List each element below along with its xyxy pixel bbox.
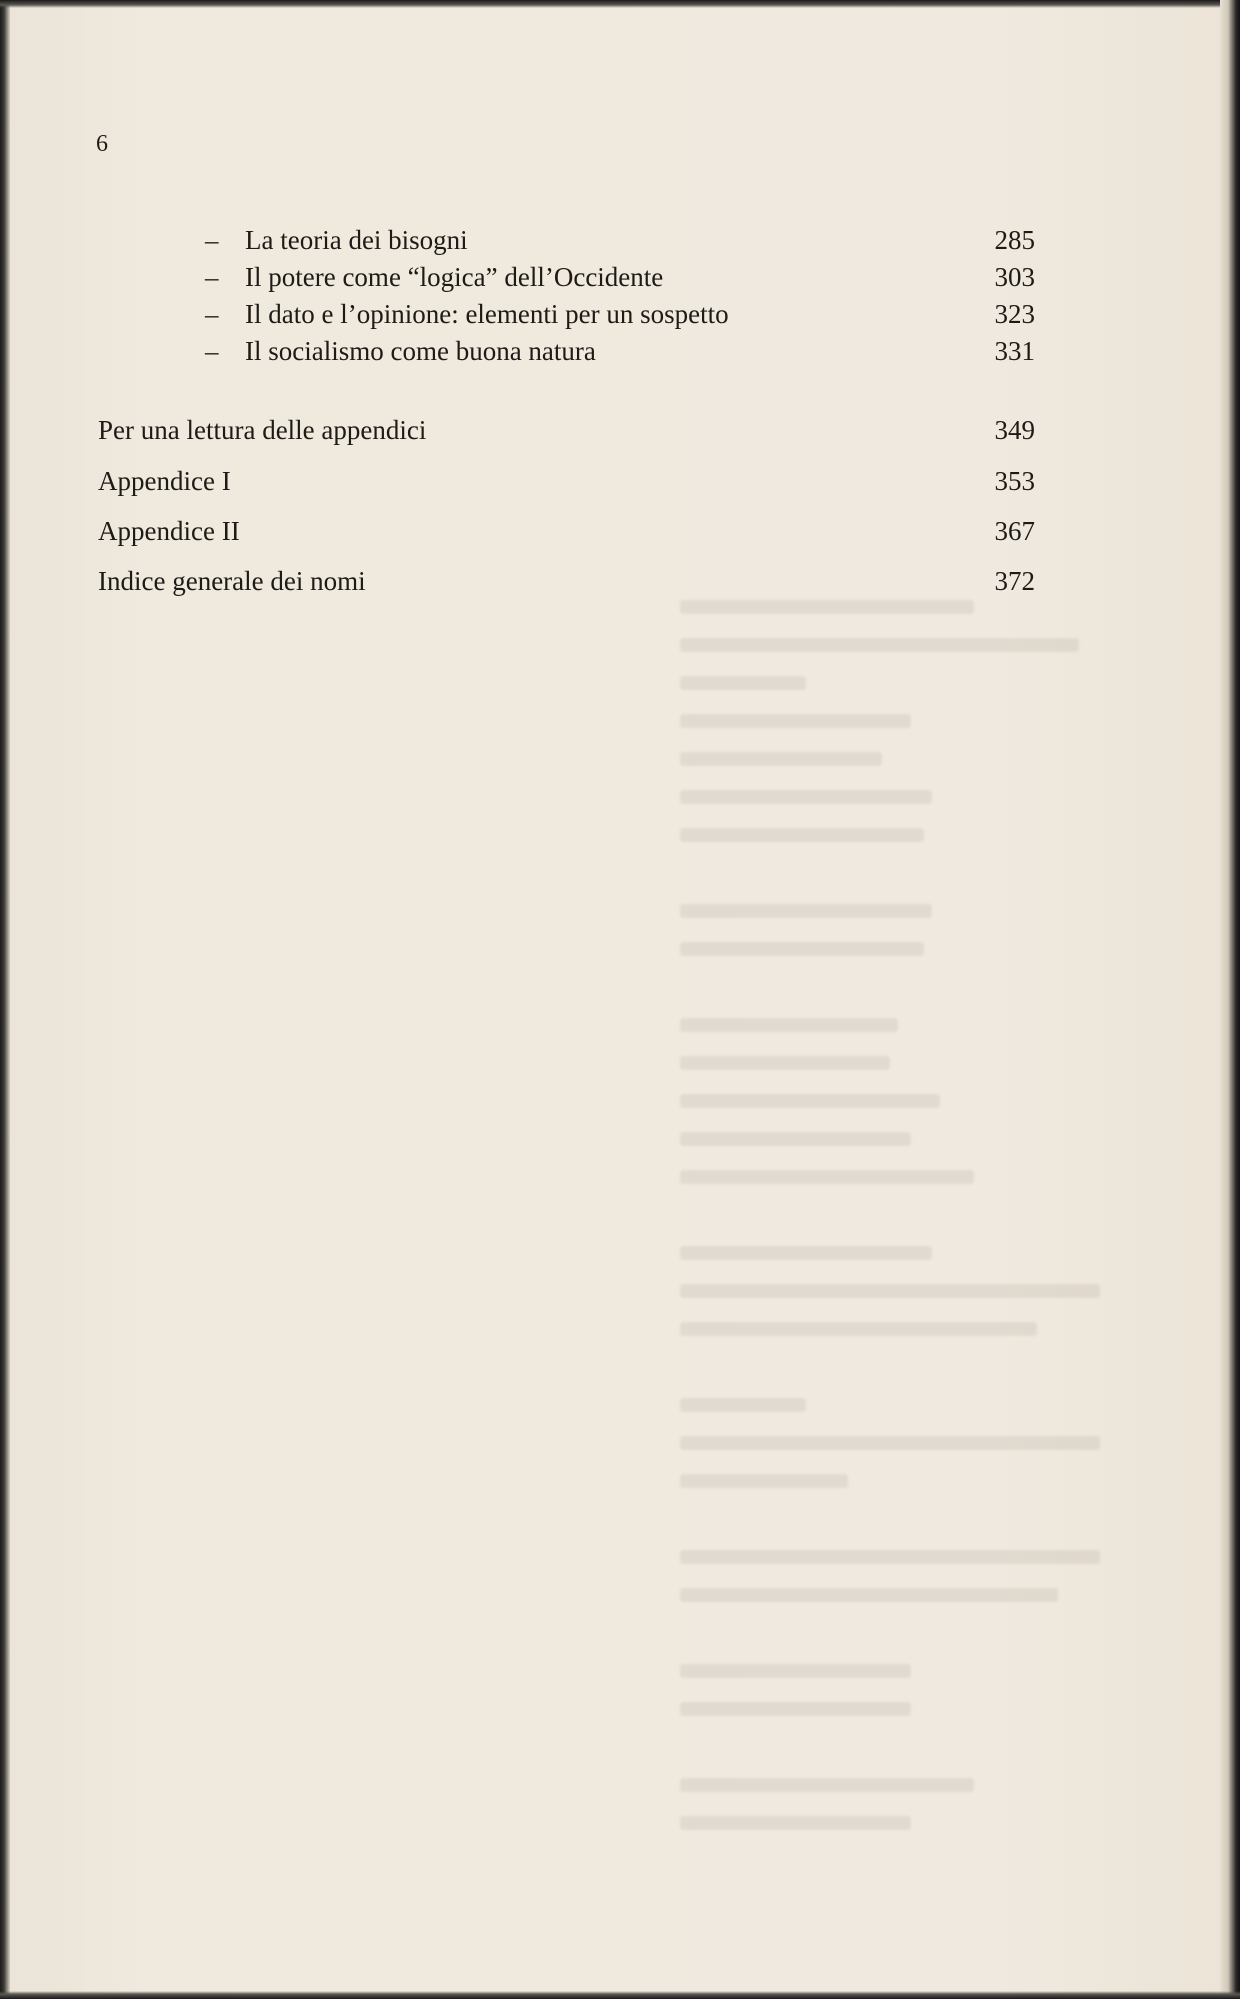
toc-sub-item (205, 260, 1035, 294)
toc-title: Il dato e l’opinione: elementi per un sospetto (245, 299, 729, 329)
scan-edge-bottom (0, 1991, 1240, 1999)
scan-edge-left (0, 0, 10, 1999)
toc-item (98, 564, 1035, 598)
page-number: 6 (96, 131, 108, 157)
toc-dash: – (205, 299, 219, 329)
scan-edge-right (1220, 0, 1240, 1999)
toc-page-number: 303 (994, 262, 1035, 292)
toc-title: Il socialismo come buona natura (245, 336, 596, 366)
toc-item (98, 464, 1035, 498)
toc-sub-item (205, 334, 1035, 368)
toc-title: Appendice II (98, 516, 240, 546)
toc-dash: – (205, 336, 219, 366)
toc-title: Indice generale dei nomi (98, 566, 366, 596)
toc-title: Per una lettura delle appendici (98, 415, 427, 445)
toc-sub-item (205, 223, 1035, 257)
toc-item (98, 514, 1035, 548)
toc-dash: – (205, 225, 219, 255)
toc-page-number: 353 (994, 466, 1035, 496)
scan-edge-top (0, 0, 1240, 8)
toc-page-number: 349 (994, 415, 1035, 445)
toc-sub-item (205, 297, 1035, 331)
toc-title: Appendice I (98, 466, 231, 496)
toc-page-number: 323 (994, 299, 1035, 329)
toc-page-number: 285 (994, 225, 1035, 255)
toc-dash: – (205, 262, 219, 292)
toc-page-number: 367 (994, 516, 1035, 546)
toc-title: Il potere come “logica” dell’Occidente (245, 262, 664, 292)
toc-page-number: 331 (994, 336, 1035, 366)
toc-page-number: 372 (994, 566, 1035, 596)
toc-title: La teoria dei bisogni (245, 225, 468, 255)
show-through-text (680, 600, 1100, 1860)
toc-item (98, 413, 1035, 447)
